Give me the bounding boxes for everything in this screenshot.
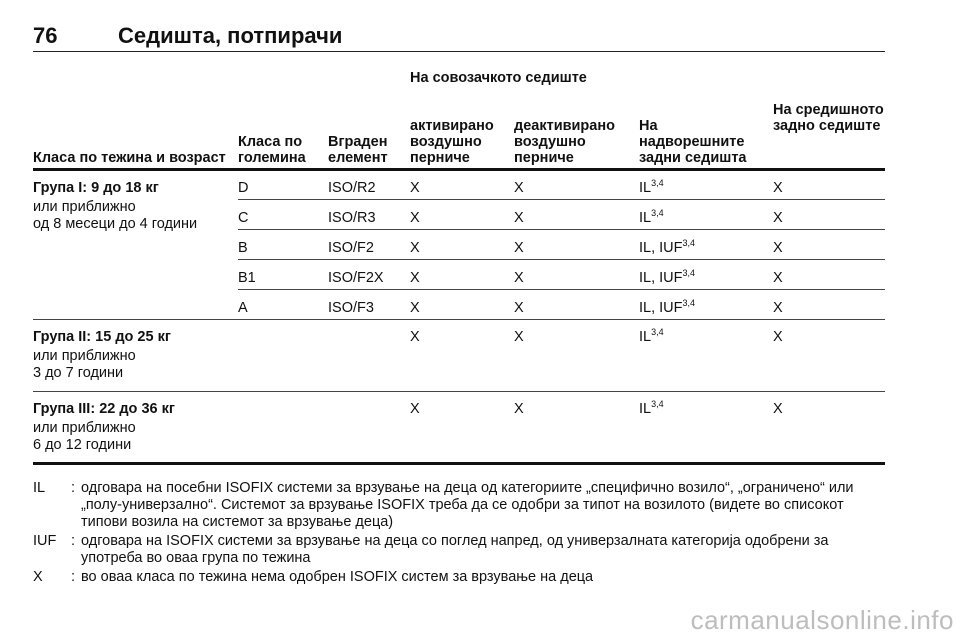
footnote-ref: 3,4 (682, 238, 696, 248)
footnote-ref: 3,4 (682, 298, 696, 308)
cell-size: A (238, 300, 248, 316)
group-label-1 (33, 180, 197, 233)
header-divider (33, 51, 885, 52)
page-title: Седишта, потпирачи (118, 23, 343, 48)
cell-fixture: ISO/F3 (328, 300, 374, 316)
cell-center: X (773, 401, 783, 417)
cell-active: X (410, 270, 420, 286)
row-divider (238, 289, 885, 290)
col-header-outer-rear: На надворешните задни седишта (639, 118, 747, 166)
footnote-iuf (33, 533, 885, 568)
footnote-definition: одговара на ISOFIX системи за врзување на деца со поглед напред, од универзалната категорија одобрени за употреба во оваа група по тежина (81, 533, 829, 566)
cell-fixture: ISO/R3 (328, 210, 376, 226)
cell-size: D (238, 180, 249, 196)
cell-fixture: ISO/F2X (328, 270, 384, 286)
footnote-ref: 3,4 (682, 268, 696, 278)
cell-deactive: X (514, 329, 524, 345)
cell-center: X (773, 180, 783, 196)
group-sub: или приближно (33, 420, 136, 436)
cell-outer: IL, IUF$^{3,4}$ (639, 238, 696, 256)
page-header (33, 20, 885, 54)
footnote-term: X (33, 569, 43, 585)
col-header-weight-class: Класа по тежина и возраст (33, 150, 226, 166)
cell-center: X (773, 329, 783, 345)
footnote-term: IUF (33, 533, 57, 549)
cell-deactive: X (514, 240, 524, 256)
footnote-ref: 3,4 (651, 178, 664, 188)
cell-outer: IL$^{3,4}$ (639, 327, 664, 345)
footnote-term: IL (33, 480, 46, 496)
group-title: Група II: 15 до 25 кг (33, 329, 171, 345)
cell-size: B (238, 240, 248, 256)
group-label-3 (33, 401, 175, 454)
cell-outer: IL, IUF$^{3,4}$ (639, 268, 696, 286)
watermark: carmanualsonline.info (690, 605, 954, 635)
cell-center: X (773, 270, 783, 286)
footnote-colon: : (71, 533, 76, 549)
group-sub: или приближно (33, 348, 136, 364)
cell-active: X (410, 180, 420, 196)
cell-fixture: ISO/R2 (328, 180, 376, 196)
group-title: Група I: 9 до 18 кг (33, 180, 159, 196)
footnote-ref: 3,4 (651, 327, 664, 337)
page-number: 76 (33, 23, 58, 48)
group-sub-age: 3 до 7 години (33, 365, 124, 381)
col-header-size-class: Класа по големина (238, 134, 306, 166)
cell-deactive: X (514, 401, 524, 417)
footnote-il (33, 480, 885, 532)
footnote-colon: : (71, 480, 76, 496)
cell-size: B1 (238, 270, 256, 286)
row-divider (238, 229, 885, 230)
cell-outer: IL, IUF$^{3,4}$ (639, 298, 696, 316)
footnote-ref: 3,4 (651, 399, 664, 409)
table-bottom-rule (33, 462, 885, 465)
table-header-rule (33, 168, 885, 171)
row-divider (238, 259, 885, 260)
group-divider (33, 319, 885, 320)
cell-active: X (410, 401, 420, 417)
group-sub-age: од 8 месеци до 4 години (33, 216, 198, 232)
cell-outer: IL$^{3,4}$ (639, 178, 664, 196)
group-title: Група III: 22 до 36 кг (33, 401, 175, 417)
row-divider (238, 199, 885, 200)
cell-active: X (410, 210, 420, 226)
col-header-airbag-deactive: деактивирано воздушно перниче (514, 118, 615, 166)
footnote-colon: : (71, 569, 76, 585)
cell-active: X (410, 329, 420, 345)
cell-center: X (773, 300, 783, 316)
cell-center: X (773, 210, 783, 226)
cell-size: C (238, 210, 249, 226)
cell-outer: IL$^{3,4}$ (639, 208, 664, 226)
group-divider (33, 391, 885, 392)
cell-active: X (410, 240, 420, 256)
cell-deactive: X (514, 210, 524, 226)
cell-deactive: X (514, 300, 524, 316)
cell-center: X (773, 240, 783, 256)
group-label-2 (33, 329, 171, 382)
footnote-x (33, 569, 885, 587)
col-header-center-rear: На средишното задно седиште (773, 102, 884, 134)
col-header-fixture: Вграден елемент (328, 134, 388, 166)
footnote-ref: 3,4 (651, 208, 664, 218)
col-header-airbag-active: активирано воздушно перниче (410, 118, 494, 166)
cell-active: X (410, 300, 420, 316)
cell-deactive: X (514, 270, 524, 286)
cell-fixture: ISO/F2 (328, 240, 374, 256)
cell-deactive: X (514, 180, 524, 196)
group-sub: или приближно (33, 199, 136, 215)
footnote-definition: во оваа класа по тежина нема одобрен ISOFIX систем за врзување на деца (81, 569, 594, 585)
group-heading-passenger-seat: На совозачкото седиште (410, 70, 587, 86)
footnote-definition: одговара на посебни ISOFIX системи за врзување на деца од категориите „специфично возило“, „ограничено“ или „полу-универзално“. Системот за врзување ISOFIX треба да се одобри за типот на возилото (видете во списокот типови возила на системот за врзување деца) (81, 480, 854, 530)
group-sub-age: 6 до 12 години (33, 437, 132, 453)
cell-outer: IL$^{3,4}$ (639, 399, 664, 417)
